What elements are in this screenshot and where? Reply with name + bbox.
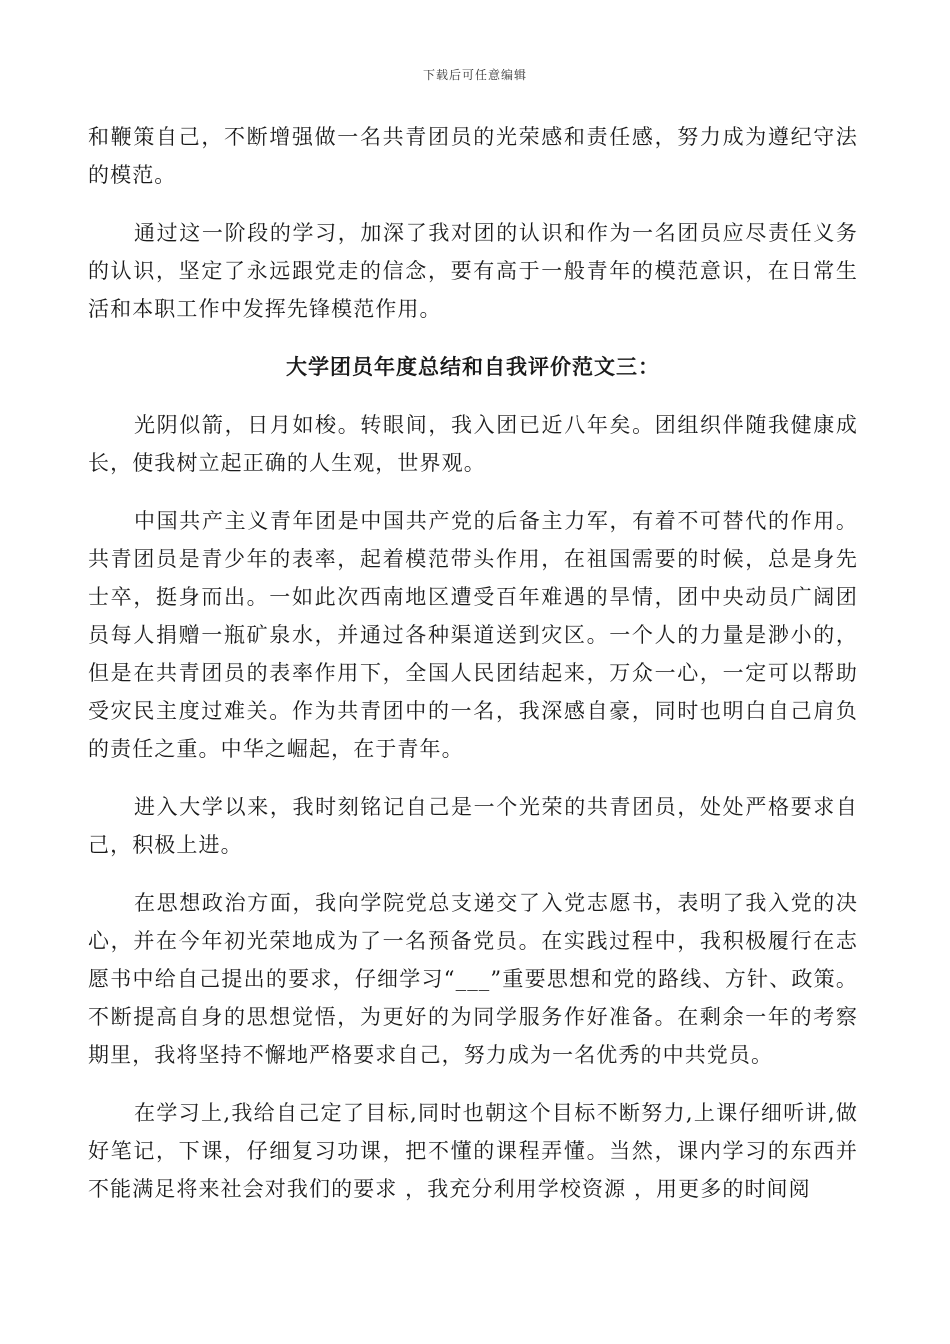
paragraph-5: 进入大学以来，我时刻铭记自己是一个光荣的共青团员，处处严格要求自己，积极上进。 <box>88 795 858 857</box>
paragraph-2: 通过这一阶段的学习，加深了我对团的认识和作为一名团员应尽责任义务的认识，坚定了永远跟党走的信念，要有高于一般青年的模范意识，在日常生活和本职工作中发挥先锋模范作用。 <box>88 221 858 321</box>
paragraph-3: 光阴似箭，日月如梭。转眼间，我入团已近八年矣。团组织伴随我健康成长，使我树立起正确的人生观，世界观。 <box>88 413 858 475</box>
paragraph-4: 中国共产主义青年团是中国共产党的后备主力军，有着不可替代的作用。共青团员是青少年的表率，起着模范带头作用，在祖国需要的时候，总是身先士卒，挺身而出。一如此次西南地区遭受百年难遇的旱情，团中央动员广阔团员每人捐赠一瓶矿泉水，并通过各种渠道送到灾区。一个人的力量是渺小的，但是在共青团员的表率作用下，全国人民团结起来，万众一心，一定可以帮助受灾民主度过难关。作为共青团中的一名，我深感自豪，同时也明白自己肩负的责任之重。中华之崛起，在于青年。 <box>88 509 858 761</box>
paragraph-7: 在学习上,我给自己定了目标,同时也朝这个目标不断努力,上课仔细听讲,做好笔记，下课，仔细复习功课，把不懂的课程弄懂。当然，课内学习的东西并不能满足将来社会对我们的要求 ，我充分利用学校资源 ，用更多的时间阅 <box>88 1101 858 1201</box>
paragraph-6: 在思想政治方面，我向学院党总支递交了入党志愿书，表明了我入党的决心，并在今年初光荣地成为了一名预备党员。在实践过程中，我积极履行在志愿书中给自己提出的要求，仔细学习“___”重要思想和党的路线、方针、政策。不断提高自身的思想觉悟，为更好的为同学服务作好准备。在剩余一年的考察期里，我将坚持不懈地严格要求自己，努力成为一名优秀的中共党员。 <box>88 891 858 1067</box>
section-heading: 大学团员年度总结和自我评价范文三： <box>286 354 660 379</box>
document-body <box>88 118 858 1228</box>
paragraph-1: 和鞭策自己，不断增强做一名共青团员的光荣感和责任感，努力成为遵纪守法的模范。 <box>88 125 858 187</box>
page-header-note: 下载后可任意编辑 <box>422 68 527 82</box>
